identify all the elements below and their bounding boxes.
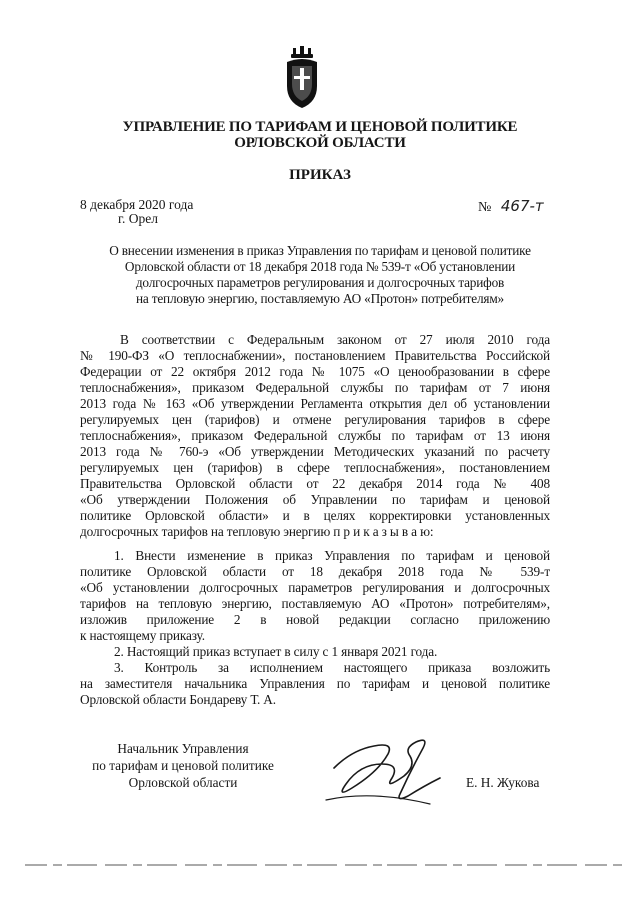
preamble-line: регулируемых цен (тарифов) и отмене регулирования тарифов в сфере [80, 412, 550, 427]
page-edge-line [25, 862, 625, 868]
preamble-line: № 190-ФЗ «О теплоснабжении», постановлением Правительства Российской [80, 348, 550, 363]
organization-name-line1: УПРАВЛЕНИЕ ПО ТАРИФАМ И ЦЕНОВОЙ ПОЛИТИКЕ [122, 119, 518, 135]
preamble-line: 2013 года № 760-э «Об утверждении Методических указаний по расчету [80, 444, 550, 459]
order-item-line: на заместителя начальника Управления по тарифам и ценовой политике [80, 676, 550, 691]
preamble-line: теплоснабжения», приказом Федеральной службы по тарифам от 7 июня [80, 380, 550, 395]
preamble-line: «Об утверждении Положения об Управлении по тарифам и ценовой [80, 492, 550, 507]
document-date: 8 декабря 2020 года [80, 197, 194, 212]
preamble-line: долгосрочных тарифов на тепловую энергию п р и к а з ы в а ю: [80, 524, 434, 539]
preamble-line: теплоснабжения», приказом Федеральной службы по тарифам от 13 июня [80, 428, 550, 443]
signer-name: Е. Н. Жукова [466, 775, 540, 790]
handwritten-signature [312, 720, 452, 810]
order-item-line: тарифов на тепловую энергию, поставляемую АО «Протон» потребителям», [80, 596, 550, 611]
order-item-line: политике Орловской области от 18 декабря 2018 года № 539-т [80, 564, 550, 579]
subject-line: долгосрочных параметров регулирования и долгосрочных тарифов [135, 275, 505, 290]
order-item-line: Орловской области Бондареву Т. А. [80, 692, 276, 707]
coat-of-arms-icon [284, 46, 320, 110]
order-item-line: «Об установлении долгосрочных параметров регулирования и долгосрочных [80, 580, 550, 595]
order-items [80, 548, 550, 708]
subject-line: О внесении изменения в приказ Управления по тарифам и ценовой политике [109, 243, 531, 258]
signatory-title [78, 740, 288, 791]
preamble-line: политике Орловской области» и в целях корректировки установленных [80, 508, 550, 523]
order-item-line: к настоящему приказу. [80, 628, 205, 643]
order-item-line: 2. Настоящий приказ вступает в силу с 1 января 2021 года. [114, 644, 438, 659]
subject-line: на тепловую энергию, поставляемую АО «Протон» потребителям» [136, 291, 504, 306]
document-type-title: ПРИКАЗ [289, 167, 351, 183]
preamble-line: Федерации от 22 октября 2012 года № 1075 «О ценообразовании в сфере [80, 364, 550, 379]
document-subject [70, 243, 570, 307]
signatory-title-line: по тарифам и ценовой политике [92, 758, 274, 773]
document-number-value: 467-т [500, 197, 544, 215]
document-number-prefix: № [478, 200, 492, 215]
preamble-paragraph [80, 332, 550, 540]
signatory-title-line: Начальник Управления [117, 741, 249, 756]
preamble-line: регулируемых цен (тарифов) в сфере теплоснабжения», постановлением [80, 460, 550, 475]
order-item-line: изложив приложение 2 в новой редакции согласно приложению [80, 612, 550, 627]
preamble-line: 2013 года № 163 «Об утверждении Регламента открытия дел об установлении [80, 396, 550, 411]
preamble-line: В соответствии с Федеральным законом от 27 июля 2010 года [120, 332, 550, 347]
document-number [478, 197, 544, 216]
preamble-line: Правительства Орловской области от 22 декабря 2014 года № 408 [80, 476, 550, 491]
order-item-line: 3. Контроль за исполнением настоящего приказа возложить [114, 660, 550, 675]
organization-name-line2: ОРЛОВСКОЙ ОБЛАСТИ [234, 135, 406, 151]
order-item-line: 1. Внести изменение в приказ Управления по тарифам и ценовой [114, 548, 550, 563]
signatory-title-line: Орловской области [128, 775, 238, 790]
document-city: г. Орел [118, 211, 158, 226]
subject-line: Орловской области от 18 декабря 2018 года № 539-т «Об установлении [124, 259, 516, 274]
